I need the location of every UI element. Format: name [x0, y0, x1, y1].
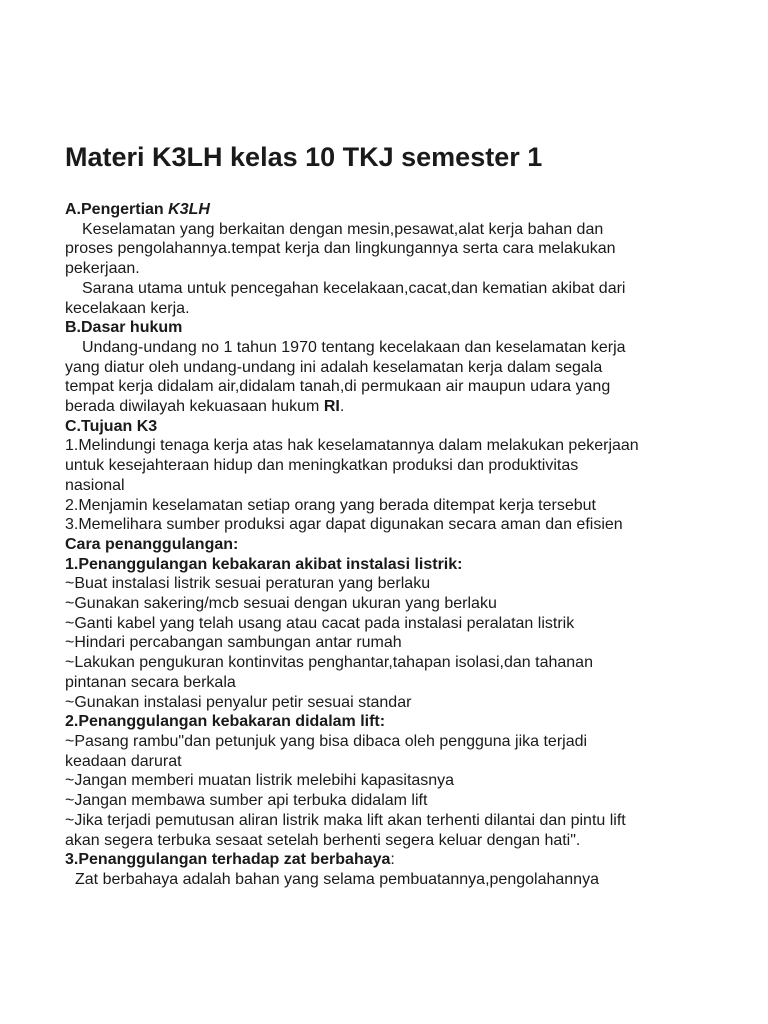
document-body [65, 200, 735, 890]
section-b-line: yang diatur oleh undang-undang ini adalah keselamatan kerja dalam segala [65, 358, 603, 376]
cara-sub1-line: ~Lakukan pengukuran kontinvitas penghantar,tahapan isolasi,dan tahanan [65, 654, 593, 672]
section-b-last-prefix: berada diwilayah kekuasaan hukum [65, 398, 324, 416]
section-a-line: pekerjaan. [65, 260, 140, 278]
section-c-line: untuk kesejahteraan hidup dan meningkatkan produksi dan produktivitas [65, 457, 579, 475]
section-c-line: 2.Menjamin keselamatan setiap orang yang berada ditempat kerja tersebut [65, 496, 596, 514]
cara-sub1-line: ~Ganti kabel yang telah usang atau cacat pada instalasi peralatan listrik [65, 614, 575, 632]
cara-sub3-heading-bold: 3.Penanggulangan terhadap zat berbahaya [65, 851, 391, 869]
document-title: Materi K3LH kelas 10 TKJ semester 1 [65, 142, 543, 172]
section-a-line: Keselamatan yang berkaitan dengan mesin,pesawat,alat kerja bahan dan [82, 220, 604, 238]
section-b-last-bold: RI [323, 398, 340, 416]
cara-sub2-line: ~Jangan memberi muatan listrik melebihi kapasitasnya [65, 772, 455, 790]
section-b-line: Undang-undang no 1 tahun 1970 tentang kecelakaan dan keselamatan kerja [82, 338, 626, 356]
section-a-line: proses pengolahannya.tempat kerja dan lingkungannya serta cara melakukan [65, 240, 616, 258]
section-c-line: nasional [65, 476, 125, 494]
document-page [65, 140, 735, 890]
section-b-last-line [65, 397, 735, 417]
section-a-line: Sarana utama untuk pencegahan kecelakaan,cacat,dan kematian akibat dari [82, 279, 626, 297]
section-b-last-suffix: . [339, 398, 345, 416]
section-c-heading: C.Tujuan K3 [65, 417, 158, 435]
cara-sub2-line: keadaan darurat [65, 752, 182, 770]
section-a-heading-prefix: A.Pengertian [65, 201, 169, 218]
cara-sub2-line: akan segera terbuka sesaat setelah berhenti segera keluar dengan hati". [65, 831, 581, 849]
cara-sub1-line: ~Hindari percabangan sambungan antar rumah [65, 634, 402, 652]
cara-sub2-line: ~Jangan membawa sumber api terbuka didalam lift [65, 792, 428, 810]
cara-sub2-heading: 2.Penanggulangan kebakaran didalam lift: [65, 713, 386, 731]
cara-sub3-line: Zat berbahaya adalah bahan yang selama pembuatannya,pengolahannya [75, 870, 599, 888]
section-a-line: kecelakaan kerja. [65, 299, 190, 317]
cara-sub2-line: ~Jika terjadi pemutusan aliran listrik maka lift akan terhenti dilantai dan pintu lift [65, 811, 626, 829]
cara-sub1-line: pintanan secara berkala [65, 673, 236, 691]
cara-sub1-line: ~Buat instalasi listrik sesuai peraturan yang berlaku [65, 575, 431, 593]
section-b-heading: B.Dasar hukum [65, 319, 183, 337]
cara-sub1-line: ~Gunakan sakering/mcb sesuai dengan ukuran yang berlaku [65, 595, 497, 613]
section-a-heading [65, 200, 735, 220]
cara-sub1-line: ~Gunakan instalasi penyalur petir sesuai standar [65, 693, 412, 711]
section-c-line: 3.Memelihara sumber produksi agar dapat digunakan secara aman dan efisien [65, 516, 623, 534]
section-a-heading-italic: K3LH [168, 201, 210, 218]
section-c-line: 1.Melindungi tenaga kerja atas hak keselamatannya dalam melakukan pekerjaan [65, 437, 639, 455]
section-b-line: tempat kerja didalam air,didalam tanah,di permukaan air maupun udara yang [65, 378, 611, 396]
cara-sub2-line: ~Pasang rambu"dan petunjuk yang bisa dibaca oleh pengguna jika terjadi [65, 732, 588, 750]
cara-sub3-heading-suffix: : [390, 851, 395, 869]
cara-heading: Cara penanggulangan: [65, 535, 239, 553]
cara-sub1-heading: 1.Penanggulangan kebakaran akibat instalasi listrik: [65, 555, 463, 573]
cara-sub3-heading [65, 850, 735, 870]
